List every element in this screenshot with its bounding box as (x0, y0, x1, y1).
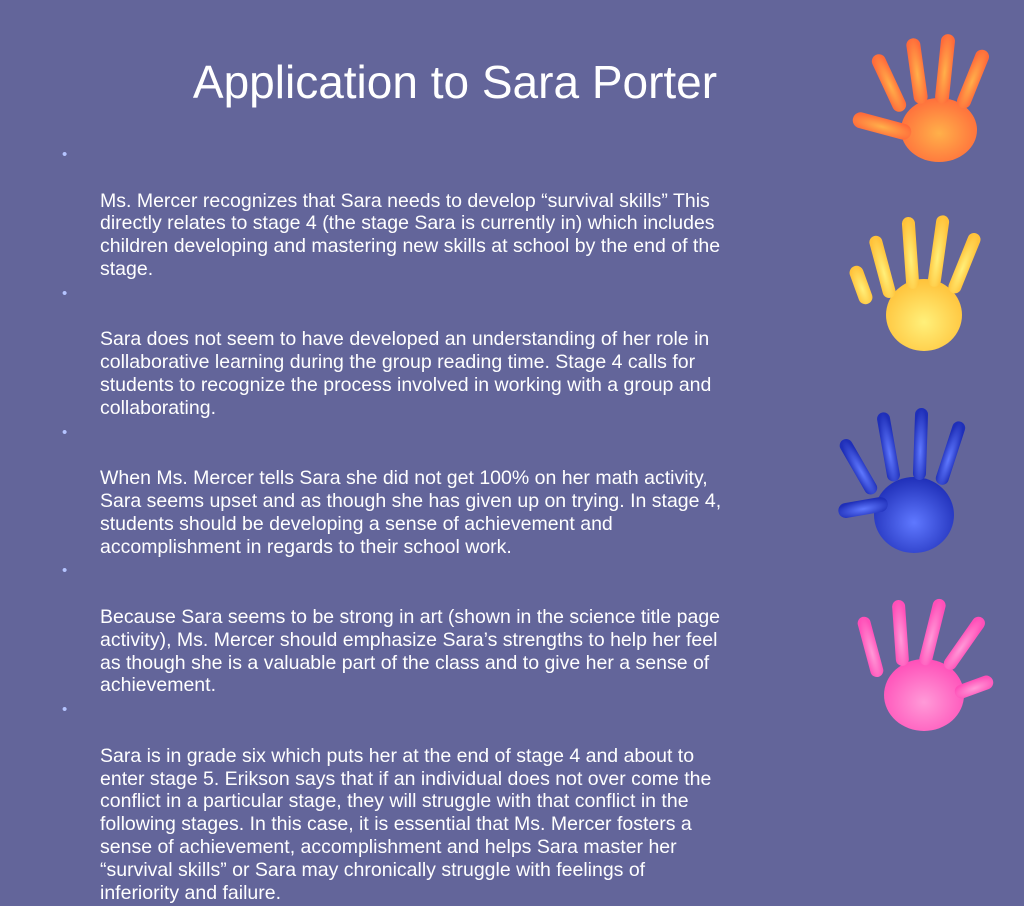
bullet-item (62, 422, 842, 559)
bullet-text: Ms. Mercer recognizes that Sara needs to develop “survival skills” This directly relates to stage 4 (the stage Sara is currently in) which includes children developing and mastering new skills at school by the end of the stage. (100, 189, 721, 280)
bullet-item (62, 144, 842, 281)
yellow-handprint-icon (854, 205, 1004, 365)
bullet-list (62, 144, 842, 906)
bullet-text: Sara does not seem to have developed an understanding of her role in collaborative learning during the group reading time. Stage 4 calls for students to recognize the process involved in working with a group and collaborating. (100, 328, 712, 419)
bullet-marker: • (62, 562, 68, 580)
bullet-text: Sara is in grade six which puts her at the end of stage 4 and about to enter stage 5. Erikson says that if an individual does not over come the conflict in a particular stage, they will struggle with that conflict in the following stages. In this case, it is essential that Ms. Mercer fosters a sense of achievement, accomplishment and helps Sara master her “survival skills” or Sara may chronically struggle with feelings of inferiority and failure. (100, 744, 712, 904)
bullet-marker: • (62, 146, 68, 163)
bullet-marker: • (62, 284, 68, 302)
bullet-text: Because Sara seems to be strong in art (shown in the science title page activity), Ms. Mercer should emphasize Sara’s strengths to help her feel as though she is a valuable part of the class and to give her a sense of achievement. (100, 605, 721, 697)
bullet-item (62, 283, 842, 420)
blue-handprint-icon (834, 400, 994, 570)
bullet-marker: • (62, 423, 68, 441)
bullet-marker: • (62, 701, 68, 719)
bullet-text: When Ms. Mercer tells Sara she did not get 100% on her math activity, Sara seems upset and as though she has given up on trying. In stage 4, students should be developing a sense of achievement and accomplishment in regards to their school work. (100, 467, 722, 558)
orange-handprint-icon (844, 30, 1014, 180)
slide-title: Application to Sara Porter (192, 56, 718, 108)
bullet-item (62, 699, 842, 904)
handprint-decoration (824, 0, 1024, 768)
bullet-item (62, 560, 842, 697)
pink-handprint-icon (854, 590, 1014, 750)
